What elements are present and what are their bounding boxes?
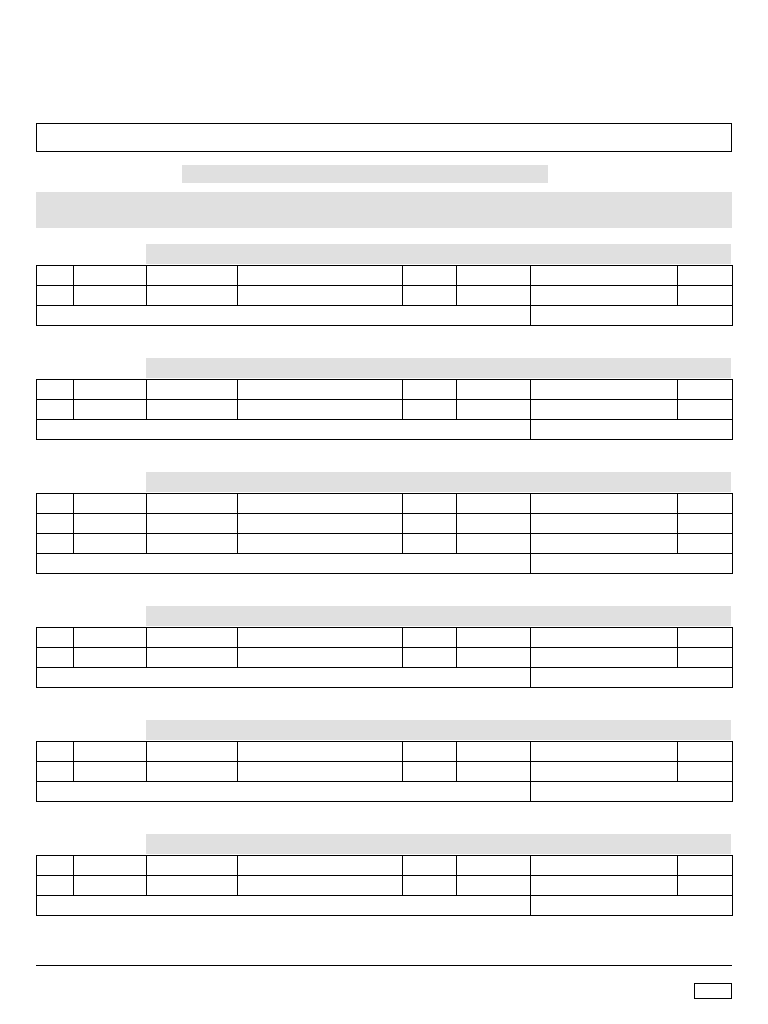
table-cell[interactable] <box>238 514 403 534</box>
table-cell[interactable] <box>531 286 678 306</box>
table-cell[interactable] <box>74 856 147 876</box>
section-table <box>36 265 733 326</box>
table-cell[interactable] <box>531 876 678 896</box>
table-cell[interactable] <box>74 400 147 420</box>
section-table <box>36 379 733 440</box>
table-cell[interactable] <box>403 514 457 534</box>
section-heading <box>146 472 731 492</box>
table-cell[interactable] <box>531 762 678 782</box>
table-row <box>37 286 733 306</box>
table-cell[interactable] <box>457 876 531 896</box>
table-cell[interactable] <box>238 856 403 876</box>
section-table <box>36 627 733 688</box>
table-cell[interactable] <box>457 494 531 514</box>
table-cell[interactable] <box>403 648 457 668</box>
table-cell[interactable] <box>147 494 238 514</box>
table-cell[interactable] <box>238 762 403 782</box>
table-cell[interactable] <box>678 876 733 896</box>
table-cell[interactable] <box>74 628 147 648</box>
summary-label-cell <box>37 554 531 574</box>
table-cell[interactable] <box>531 514 678 534</box>
table-cell[interactable] <box>238 876 403 896</box>
table-cell[interactable] <box>74 380 147 400</box>
table-cell[interactable] <box>74 494 147 514</box>
summary-row <box>37 554 733 574</box>
table-cell[interactable] <box>147 856 238 876</box>
table-cell[interactable] <box>37 534 74 554</box>
table-cell[interactable] <box>37 856 74 876</box>
table-cell[interactable] <box>37 648 74 668</box>
table-cell[interactable] <box>457 266 531 286</box>
table-cell[interactable] <box>238 400 403 420</box>
section-heading <box>146 244 731 264</box>
table-cell[interactable] <box>678 742 733 762</box>
table-cell[interactable] <box>403 494 457 514</box>
table-cell[interactable] <box>457 286 531 306</box>
section-table <box>36 741 733 802</box>
table-cell[interactable] <box>678 762 733 782</box>
section-heading <box>146 834 731 854</box>
summary-value-cell[interactable] <box>531 420 733 440</box>
table-cell[interactable] <box>37 400 74 420</box>
summary-value-cell[interactable] <box>531 306 733 326</box>
table-cell[interactable] <box>403 742 457 762</box>
table-cell[interactable] <box>37 380 74 400</box>
table-cell[interactable] <box>37 266 74 286</box>
table-cell[interactable] <box>531 400 678 420</box>
table-cell[interactable] <box>147 400 238 420</box>
table-row <box>37 856 733 876</box>
summary-value-cell[interactable] <box>531 782 733 802</box>
table-cell[interactable] <box>531 856 678 876</box>
table-cell[interactable] <box>678 494 733 514</box>
summary-row <box>37 782 733 802</box>
table-cell[interactable] <box>403 286 457 306</box>
table-cell[interactable] <box>147 742 238 762</box>
table-row <box>37 876 733 896</box>
table-cell[interactable] <box>457 762 531 782</box>
table-cell[interactable] <box>147 876 238 896</box>
table-cell[interactable] <box>37 876 74 896</box>
table-cell[interactable] <box>238 742 403 762</box>
section-table <box>36 493 733 574</box>
table-cell[interactable] <box>678 380 733 400</box>
table-cell[interactable] <box>403 856 457 876</box>
table-cell[interactable] <box>147 380 238 400</box>
summary-label-cell <box>37 306 531 326</box>
table-cell[interactable] <box>37 762 74 782</box>
table-cell[interactable] <box>74 266 147 286</box>
table-cell[interactable] <box>147 266 238 286</box>
table-row <box>37 266 733 286</box>
table-cell[interactable] <box>403 628 457 648</box>
table-cell[interactable] <box>37 286 74 306</box>
table-cell[interactable] <box>457 514 531 534</box>
table-cell[interactable] <box>74 742 147 762</box>
summary-label-cell <box>37 668 531 688</box>
table-cell[interactable] <box>457 856 531 876</box>
table-cell[interactable] <box>147 648 238 668</box>
table-cell[interactable] <box>678 628 733 648</box>
table-cell[interactable] <box>74 876 147 896</box>
table-row <box>37 400 733 420</box>
table-row <box>37 380 733 400</box>
summary-row <box>37 896 733 916</box>
table-cell[interactable] <box>531 494 678 514</box>
table-cell[interactable] <box>238 648 403 668</box>
table-row <box>37 742 733 762</box>
table-cell[interactable] <box>74 648 147 668</box>
footer-rule <box>36 965 732 966</box>
table-cell[interactable] <box>74 514 147 534</box>
summary-label-cell <box>37 896 531 916</box>
table-cell[interactable] <box>457 628 531 648</box>
table-row <box>37 762 733 782</box>
table-cell[interactable] <box>457 648 531 668</box>
table-cell[interactable] <box>531 648 678 668</box>
table-row <box>37 628 733 648</box>
page-number-box <box>694 983 732 999</box>
table-cell[interactable] <box>403 534 457 554</box>
table-cell[interactable] <box>403 380 457 400</box>
section-table <box>36 855 733 916</box>
table-cell[interactable] <box>238 266 403 286</box>
table-cell[interactable] <box>403 266 457 286</box>
subtitle-bar <box>182 165 548 183</box>
table-cell[interactable] <box>37 628 74 648</box>
table-cell[interactable] <box>147 762 238 782</box>
table-cell[interactable] <box>678 266 733 286</box>
table-cell[interactable] <box>678 534 733 554</box>
table-cell[interactable] <box>531 742 678 762</box>
summary-row <box>37 420 733 440</box>
table-cell[interactable] <box>37 514 74 534</box>
table-cell[interactable] <box>457 742 531 762</box>
table-cell[interactable] <box>457 400 531 420</box>
table-cell[interactable] <box>531 380 678 400</box>
table-cell[interactable] <box>457 380 531 400</box>
table-cell[interactable] <box>37 494 74 514</box>
table-cell[interactable] <box>74 762 147 782</box>
summary-label-cell <box>37 782 531 802</box>
table-cell[interactable] <box>147 286 238 306</box>
table-cell[interactable] <box>147 514 238 534</box>
table-cell[interactable] <box>238 534 403 554</box>
table-cell[interactable] <box>238 380 403 400</box>
table-cell[interactable] <box>678 400 733 420</box>
table-row <box>37 648 733 668</box>
table-cell[interactable] <box>531 266 678 286</box>
table-cell[interactable] <box>678 648 733 668</box>
table-cell[interactable] <box>678 856 733 876</box>
section-heading <box>146 358 731 378</box>
table-cell[interactable] <box>238 286 403 306</box>
summary-row <box>37 306 733 326</box>
table-cell[interactable] <box>74 534 147 554</box>
table-cell[interactable] <box>403 400 457 420</box>
summary-value-cell[interactable] <box>531 896 733 916</box>
table-row <box>37 494 733 514</box>
summary-label-cell <box>37 420 531 440</box>
notice-bar <box>36 192 732 228</box>
table-row <box>37 534 733 554</box>
table-cell[interactable] <box>37 742 74 762</box>
table-cell[interactable] <box>531 628 678 648</box>
table-cell[interactable] <box>678 514 733 534</box>
document-title-box <box>36 123 732 152</box>
table-cell[interactable] <box>74 286 147 306</box>
table-cell[interactable] <box>147 628 238 648</box>
table-cell[interactable] <box>403 876 457 896</box>
table-cell[interactable] <box>457 534 531 554</box>
table-cell[interactable] <box>678 286 733 306</box>
table-cell[interactable] <box>238 494 403 514</box>
table-cell[interactable] <box>531 534 678 554</box>
section-heading <box>146 606 731 626</box>
summary-row <box>37 668 733 688</box>
summary-value-cell[interactable] <box>531 668 733 688</box>
table-cell[interactable] <box>147 534 238 554</box>
table-cell[interactable] <box>238 628 403 648</box>
table-cell[interactable] <box>403 762 457 782</box>
section-heading <box>146 720 731 740</box>
summary-value-cell[interactable] <box>531 554 733 574</box>
table-row <box>37 514 733 534</box>
